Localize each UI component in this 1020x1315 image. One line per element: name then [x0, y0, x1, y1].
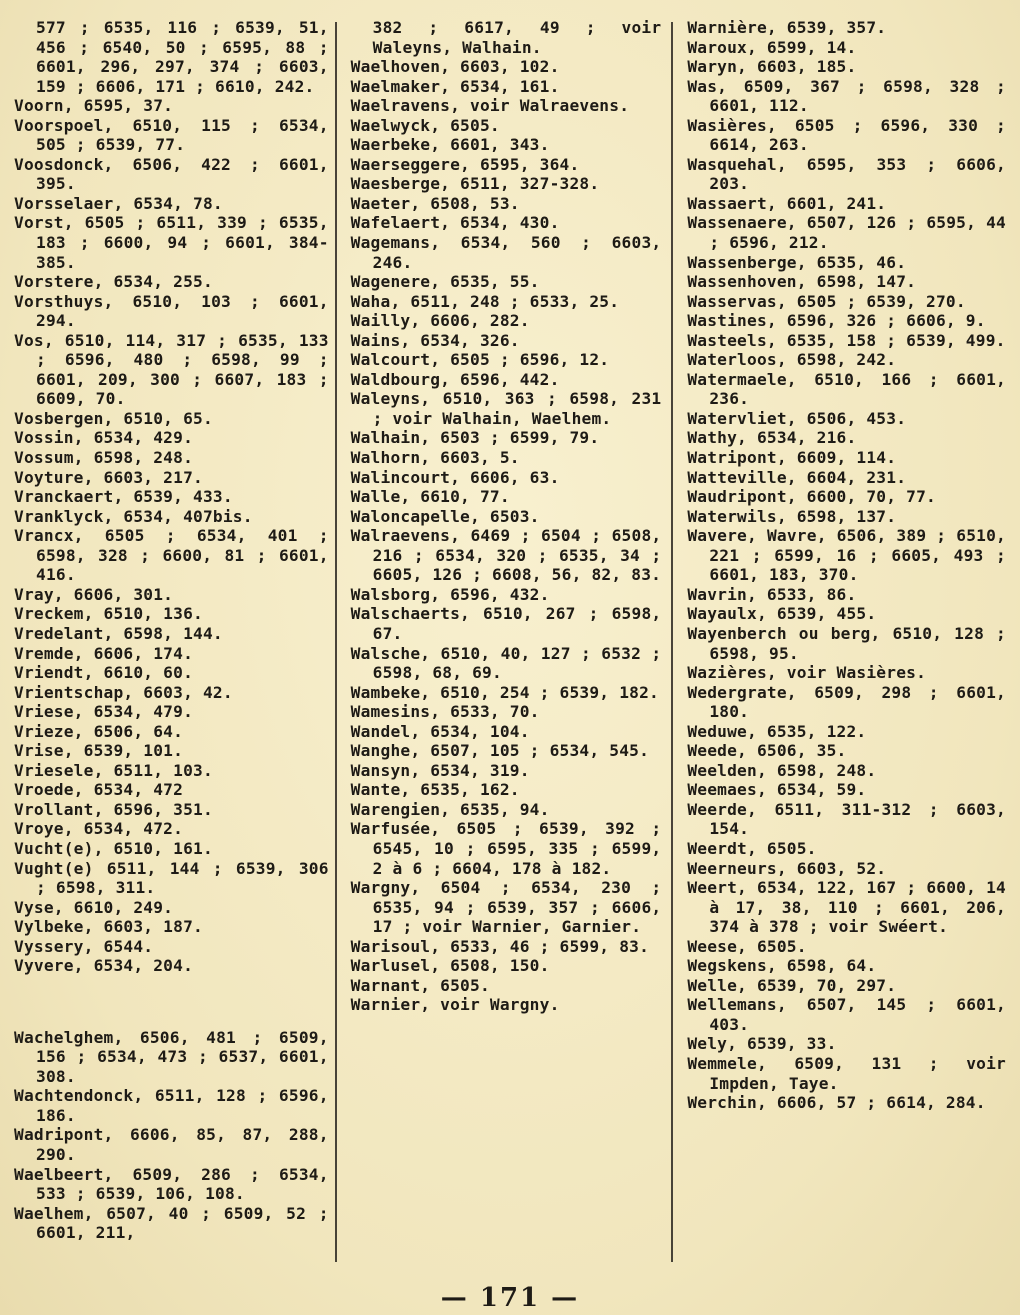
- index-entry: Weerdt, 6505.: [687, 838, 817, 858]
- index-entry: Walraevens, 6469 ; 6504 ; 6508, 216 ; 6534, 320 ; 6535, 34 ; 6605, 126 ; 6608, 56, 82, 83.: [350, 526, 662, 585]
- index-entry: Walcourt, 6505 ; 6596, 12.: [350, 350, 610, 370]
- index-entry-continuation: 382 ; 6617, 49 ; voir Waleyns, Walhain.: [372, 18, 662, 57]
- index-entry: Wegskens, 6598, 64.: [687, 956, 877, 976]
- index-entry: Vrieze, 6506, 64.: [14, 721, 184, 741]
- index-entry: Vught(e) 6511, 144 ; 6539, 306 ; 6598, 311.: [14, 858, 329, 898]
- index-entry: Vranckaert, 6539, 433.: [14, 487, 233, 507]
- index-entry: Walincourt, 6606, 63.: [350, 467, 560, 487]
- index-entry: Wanghe, 6507, 105 ; 6534, 545.: [350, 741, 650, 761]
- index-entry: Warlusel, 6508, 150.: [350, 956, 550, 976]
- index-entry: Wassenberge, 6535, 46.: [687, 252, 907, 272]
- index-entry: Waryn, 6603, 185.: [687, 57, 857, 77]
- index-entry: Vredelant, 6598, 144.: [14, 623, 223, 643]
- index-entry: Wachtendonck, 6511, 128 ; 6596, 186.: [14, 1086, 329, 1125]
- index-entry: Wathy, 6534, 216.: [687, 428, 857, 448]
- index-entry: Vyvere, 6534, 204.: [14, 956, 194, 976]
- column-divider: [671, 22, 673, 1262]
- index-entry: Waelhoven, 6603, 102.: [350, 57, 560, 77]
- index-entry: Wailly, 6606, 282.: [350, 311, 530, 331]
- index-entry: Wely, 6539, 33.: [687, 1034, 837, 1054]
- index-entry: Waterwils, 6598, 137.: [687, 506, 897, 526]
- index-entry: Wasières, 6505 ; 6596, 330 ; 6614, 263.: [687, 115, 1006, 155]
- index-entry: Vossin, 6534, 429.: [14, 428, 194, 448]
- index-entry: Werchin, 6606, 57 ; 6614, 284.: [687, 1093, 986, 1113]
- index-entry: Vroye, 6534, 472.: [14, 819, 184, 839]
- index-entry: Wayaulx, 6539, 455.: [687, 604, 877, 624]
- index-entry: Waelmaker, 6534, 161.: [350, 76, 560, 96]
- index-entry: Welle, 6539, 70, 297.: [687, 975, 897, 995]
- index-entry: Wassenhoven, 6598, 147.: [687, 272, 917, 292]
- index-entry: Watervliet, 6506, 453.: [687, 408, 907, 428]
- index-entry: Vorsselaer, 6534, 78.: [14, 193, 223, 213]
- index-entry: Waldbourg, 6596, 442.: [350, 369, 560, 389]
- index-entry: Waesberge, 6511, 327-328.: [350, 174, 600, 194]
- index-entry: Vyssery, 6544.: [14, 936, 154, 956]
- index-entry: Weemaes, 6534, 59.: [687, 780, 867, 800]
- index-entry: Vylbeke, 6603, 187.: [14, 917, 203, 937]
- index-entry: Voorspoel, 6510, 115 ; 6534, 505 ; 6539, 77.: [14, 115, 329, 155]
- index-entry: Wasservas, 6505 ; 6539, 270.: [687, 291, 966, 311]
- index-entry: Waelbeert, 6509, 286 ; 6534, 533 ; 6539, 106, 108.: [14, 1164, 329, 1204]
- index-entry: Wayenberch ou berg, 6510, 128 ; 6598, 95.: [687, 623, 1006, 663]
- index-entry: Wazières, voir Wasières.: [687, 663, 927, 683]
- index-entry: Wafelaert, 6534, 430.: [350, 213, 560, 233]
- index-entry: Vroede, 6534, 472: [14, 780, 184, 800]
- index-entry: Walhain, 6503 ; 6599, 79.: [350, 428, 600, 448]
- index-entry: Wemmele, 6509, 131 ; voir Impden, Taye.: [687, 1053, 1006, 1093]
- index-entry: Vorsthuys, 6510, 103 ; 6601, 294.: [14, 291, 329, 331]
- index-entry: Weduwe, 6535, 122.: [687, 721, 867, 741]
- index-entry: Wambeke, 6510, 254 ; 6539, 182.: [350, 682, 659, 702]
- index-entry: Vrise, 6539, 101.: [14, 741, 184, 761]
- index-entry: Voorn, 6595, 37.: [14, 96, 174, 116]
- index-entry: Wagenere, 6535, 55.: [350, 272, 540, 292]
- index-entry: Warnière, 6539, 357.: [687, 18, 887, 37]
- index-entry: Vreckem, 6510, 136.: [14, 604, 203, 624]
- index-entry: Wellemans, 6507, 145 ; 6601, 403.: [687, 995, 1006, 1034]
- index-entry: Wedergrate, 6509, 298 ; 6601, 180.: [687, 682, 1006, 722]
- index-entry: Wamesins, 6533, 70.: [350, 702, 540, 722]
- index-entry: Warisoul, 6533, 46 ; 6599, 83.: [350, 936, 650, 956]
- index-entry: Vrientschap, 6603, 42.: [14, 682, 233, 702]
- index-entry: Waelravens, voir Walraevens.: [350, 96, 630, 116]
- index-entry: Walhorn, 6603, 5.: [350, 448, 520, 468]
- page-number: — 171 —: [440, 1283, 580, 1313]
- index-entry: Watermaele, 6510, 166 ; 6601, 236.: [687, 369, 1006, 409]
- index-entry: Wante, 6535, 162.: [350, 780, 520, 800]
- index-entry: Vos, 6510, 114, 317 ; 6535, 133 ; 6596, 480 ; 6598, 99 ; 6601, 209, 300 ; 6607, 183 ; 6609, 70.: [14, 330, 329, 409]
- index-entry: Wasquehal, 6595, 353 ; 6606, 203.: [687, 154, 1006, 194]
- index-entry: Wagemans, 6534, 560 ; 6603, 246.: [350, 233, 662, 272]
- index-entry: Vriendt, 6610, 60.: [14, 663, 194, 683]
- index-entry: Walschaerts, 6510, 267 ; 6598, 67.: [350, 604, 662, 643]
- index-entry: Waeter, 6508, 53.: [350, 193, 520, 213]
- index-entry: Vriesele, 6511, 103.: [14, 760, 213, 780]
- index-entry: Wargny, 6504 ; 6534, 230 ; 6535, 94 ; 6539, 357 ; 6606, 17 ; voir Warnier, Garnier.: [350, 878, 662, 937]
- index-entry: Waelhem, 6507, 40 ; 6509, 52 ; 6601, 211,: [14, 1203, 329, 1243]
- index-entry: Wassaert, 6601, 241.: [687, 193, 887, 213]
- index-entry: Waelwyck, 6505.: [350, 115, 500, 135]
- index-entry: Vucht(e), 6510, 161.: [14, 838, 213, 858]
- index-entry: Walle, 6610, 77.: [350, 487, 510, 507]
- index-entry: Vray, 6606, 301.: [14, 584, 174, 604]
- index-entry: Warfusée, 6505 ; 6539, 392 ; 6545, 10 ; 6595, 335 ; 6599, 2 à 6 ; 6604, 178 à 182.: [350, 819, 662, 878]
- index-entry: Wassenaere, 6507, 126 ; 6595, 44 ; 6596, 212.: [687, 213, 1006, 253]
- index-entry: Wasteels, 6535, 158 ; 6539, 499.: [687, 330, 1006, 350]
- index-entry: Waloncapelle, 6503.: [350, 506, 540, 526]
- section-gap: [14, 992, 329, 1012]
- index-entry: Was, 6509, 367 ; 6598, 328 ; 6601, 112.: [687, 76, 1006, 116]
- index-entry: Waerseggere, 6595, 364.: [350, 154, 580, 174]
- index-entry: Wavere, Wavre, 6506, 389 ; 6510, 221 ; 6599, 16 ; 6605, 493 ; 6601, 183, 370.: [687, 526, 1006, 585]
- index-entry: Wavrin, 6533, 86.: [687, 584, 857, 604]
- index-entry: Warengien, 6535, 94.: [350, 799, 550, 819]
- index-entry: Warnier, voir Wargny.: [350, 995, 560, 1015]
- index-entry: Vremde, 6606, 174.: [14, 643, 194, 663]
- index-entry-continuation: 577 ; 6535, 116 ; 6539, 51, 456 ; 6540, 50 ; 6595, 88 ; 6601, 296, 297, 374 ; 6603, 159 ; 6606, 171 ; 6610, 242.: [36, 18, 329, 96]
- index-entry: Vorstere, 6534, 255.: [14, 272, 213, 292]
- index-entry: Watripont, 6609, 114.: [687, 448, 897, 468]
- index-entry: Weert, 6534, 122, 167 ; 6600, 14 à 17, 38, 110 ; 6601, 206, 374 à 378 ; voir Swéert.: [687, 878, 1006, 937]
- index-entry: Vosbergen, 6510, 65.: [14, 408, 213, 428]
- index-entry: Waerbeke, 6601, 343.: [350, 135, 550, 155]
- index-entry: Walsborg, 6596, 432.: [350, 584, 550, 604]
- index-entry: Warnant, 6505.: [350, 975, 490, 995]
- index-entry: Walsche, 6510, 40, 127 ; 6532 ; 6598, 68, 69.: [350, 643, 662, 683]
- index-entry: Voyture, 6603, 217.: [14, 467, 203, 487]
- index-column-1: [10, 18, 335, 1268]
- index-entry: Vrancx, 6505 ; 6534, 401 ; 6598, 328 ; 6600, 81 ; 6601, 416.: [14, 526, 329, 585]
- index-entry: Vorst, 6505 ; 6511, 339 ; 6535, 183 ; 6600, 94 ; 6601, 384-385.: [14, 213, 329, 272]
- index-entry: Vriese, 6534, 479.: [14, 702, 194, 722]
- column-divider: [335, 22, 337, 1262]
- index-entry: Waterloos, 6598, 242.: [687, 350, 897, 370]
- index-entry: Vyse, 6610, 249.: [14, 897, 174, 917]
- index-entry: Voosdonck, 6506, 422 ; 6601, 395.: [14, 154, 329, 194]
- index-entry: Vrollant, 6596, 351.: [14, 799, 213, 819]
- index-entry: Waleyns, 6510, 363 ; 6598, 231 ; voir Walhain, Waelhem.: [350, 389, 662, 428]
- index-columns: [10, 18, 1010, 1268]
- index-entry: Waroux, 6599, 14.: [687, 37, 857, 57]
- index-entry: Weerde, 6511, 311-312 ; 6603, 154.: [687, 799, 1006, 839]
- index-entry: Watteville, 6604, 231.: [687, 467, 907, 487]
- index-entry: Vossum, 6598, 248.: [14, 448, 194, 468]
- index-entry: Weese, 6505.: [687, 936, 807, 956]
- index-column-2: [337, 18, 672, 1268]
- index-entry: Weelden, 6598, 248.: [687, 760, 877, 780]
- index-entry: Wains, 6534, 326.: [350, 330, 520, 350]
- index-column-3: [673, 18, 1010, 1268]
- index-entry: Wachelghem, 6506, 481 ; 6509, 156 ; 6534, 473 ; 6537, 6601, 308.: [14, 1027, 329, 1086]
- index-entry: Wandel, 6534, 104.: [350, 721, 530, 741]
- index-entry: Wastines, 6596, 326 ; 6606, 9.: [687, 311, 986, 331]
- index-entry: Weerneurs, 6603, 52.: [687, 858, 887, 878]
- index-entry: Wansyn, 6534, 319.: [350, 760, 530, 780]
- index-entry: Weede, 6506, 35.: [687, 741, 847, 761]
- index-entry: Waudripont, 6600, 70, 77.: [687, 487, 936, 507]
- index-entry: Vranklyck, 6534, 407bis.: [14, 506, 253, 526]
- index-entry: Waha, 6511, 248 ; 6533, 25.: [350, 291, 620, 311]
- index-entry: Wadripont, 6606, 85, 87, 288, 290.: [14, 1125, 329, 1164]
